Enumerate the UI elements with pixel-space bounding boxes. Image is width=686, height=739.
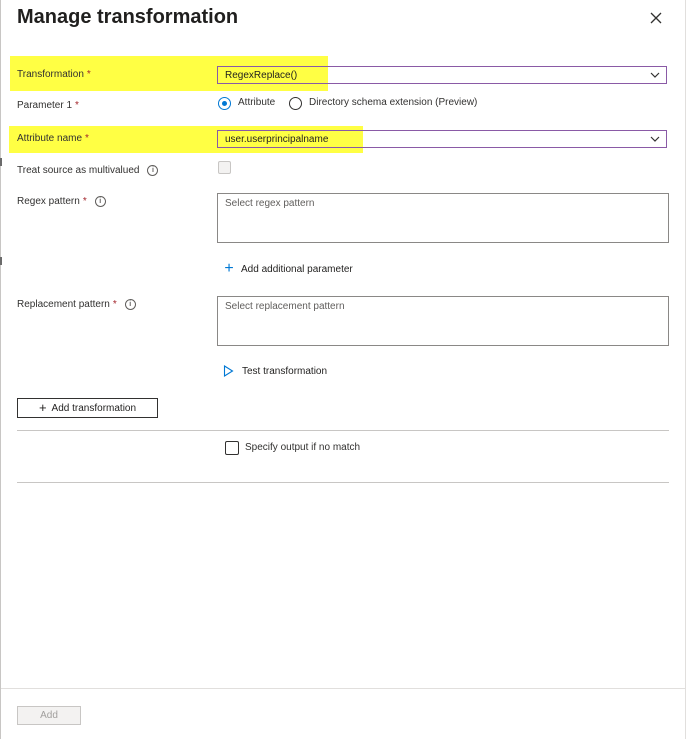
radio-directory-schema-extension[interactable]: [289, 96, 477, 110]
replacement-pattern-input[interactable]: Select replacement pattern: [217, 296, 669, 346]
specify-output-checkbox[interactable]: [225, 441, 239, 455]
multivalued-checkbox[interactable]: [218, 161, 231, 174]
radio-unselected-indicator: [289, 97, 302, 110]
footer-divider: [1, 688, 685, 689]
dialog-title: Manage transformation: [17, 6, 239, 28]
edge-marker: [0, 257, 2, 265]
divider: [17, 430, 669, 431]
close-icon[interactable]: [646, 8, 666, 28]
regex-pattern-input[interactable]: Select regex pattern: [217, 193, 669, 243]
chevron-down-icon: [649, 69, 661, 81]
info-icon: i: [125, 299, 136, 310]
edge-marker: [0, 158, 2, 166]
info-icon: i: [95, 196, 106, 207]
attribute-name-label: Attribute name *: [17, 133, 89, 144]
required-marker: *: [112, 299, 117, 310]
test-transformation-label: Test transformation: [242, 365, 328, 377]
required-marker: *: [82, 196, 87, 207]
required-marker: *: [86, 69, 91, 80]
add-additional-parameter-label: Add additional parameter: [241, 263, 353, 275]
plus-icon: +: [224, 260, 234, 277]
specify-output-label: Specify output if no match: [245, 442, 361, 453]
required-marker: *: [75, 100, 79, 111]
replacement-pattern-label: Replacement pattern * i: [17, 298, 136, 312]
radio-selected-indicator: [218, 97, 231, 110]
attribute-name-dropdown[interactable]: [217, 130, 667, 148]
add-transformation-label: Add transformation: [51, 402, 137, 414]
parameter1-label: Parameter 1 *: [17, 100, 79, 111]
attribute-name-value: user.userprincipalname: [225, 134, 329, 145]
radio-directory-schema-label: Directory schema extension (Preview): [309, 97, 478, 108]
transformation-dropdown[interactable]: [217, 66, 667, 84]
play-icon: [223, 365, 234, 377]
radio-attribute[interactable]: [218, 96, 275, 110]
add-transformation-button[interactable]: [17, 398, 158, 418]
regex-pattern-label: Regex pattern * i: [17, 195, 106, 209]
transformation-value: RegexReplace(): [225, 70, 298, 81]
multivalued-label: Treat source as multivalued i: [17, 164, 158, 178]
plus-icon: +: [38, 400, 47, 415]
add-button[interactable]: Add: [17, 706, 81, 725]
transformation-label: Transformation *: [17, 69, 91, 80]
chevron-down-icon: [649, 133, 661, 145]
radio-attribute-label: Attribute: [238, 97, 276, 108]
test-transformation-button[interactable]: [223, 365, 327, 377]
panel-left-border: [0, 0, 1, 739]
divider: [17, 482, 669, 483]
add-additional-parameter-button[interactable]: [223, 262, 353, 276]
required-marker: *: [85, 133, 89, 144]
info-icon: i: [147, 165, 158, 176]
